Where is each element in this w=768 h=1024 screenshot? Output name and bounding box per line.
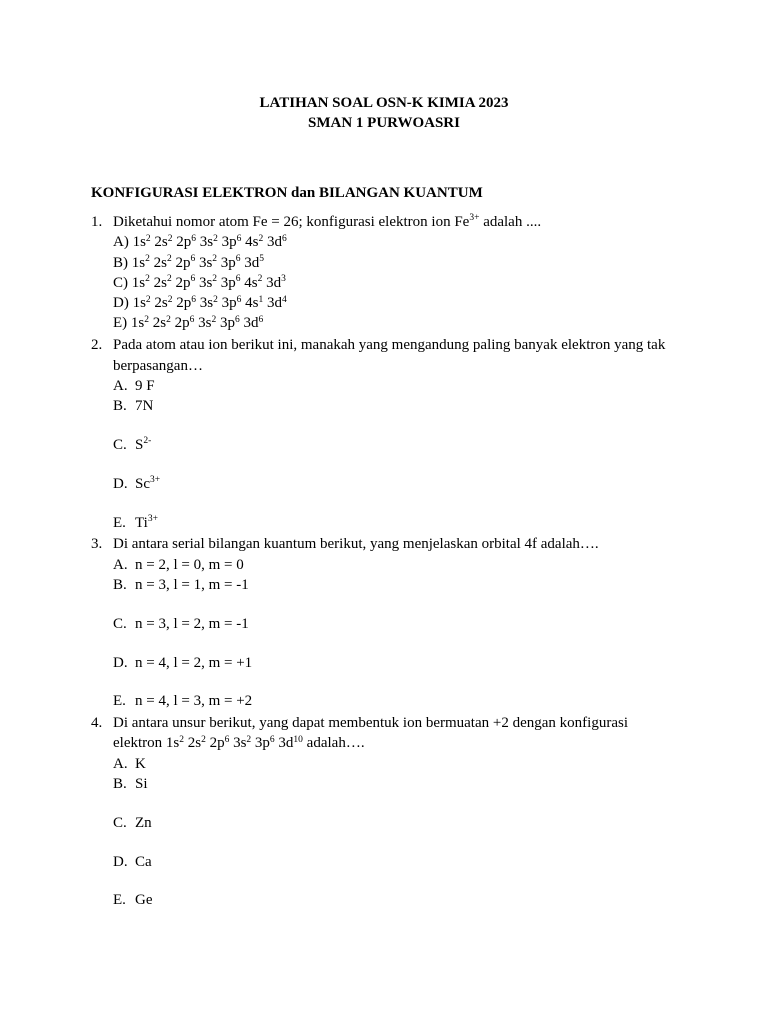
text-run: n = 2, l = 0, m = 0: [135, 556, 244, 573]
text-run: 2p: [171, 274, 191, 291]
superscript: 2: [258, 233, 264, 244]
option-a: [113, 232, 677, 252]
superscript: 2: [166, 274, 172, 285]
superscript: 4: [281, 294, 287, 305]
option-label: B.: [113, 398, 127, 415]
option-text: [133, 295, 287, 311]
text-run: 2p: [171, 254, 191, 271]
option-text: [135, 398, 153, 414]
question-4: [91, 713, 677, 911]
text-run: 3p: [217, 274, 236, 291]
text-run: 3s: [196, 295, 214, 312]
answer-options: [113, 232, 677, 333]
option-label: B): [113, 254, 128, 271]
superscript: 2: [167, 294, 173, 305]
superscript: 6: [190, 254, 196, 265]
text-run: 2p: [170, 315, 190, 332]
text-run: 3s: [229, 735, 247, 752]
option-text: [135, 616, 249, 632]
superscript: 10: [293, 734, 303, 745]
option-c: [113, 813, 677, 833]
superscript: 2: [166, 254, 172, 265]
option-c: [113, 273, 677, 293]
option-label: C.: [113, 436, 127, 453]
superscript: 2: [211, 314, 217, 325]
option-label: E.: [113, 693, 126, 710]
answer-options: [113, 754, 677, 911]
text-run: 2p: [172, 295, 192, 312]
option-label: E.: [113, 514, 126, 531]
superscript: 3+: [150, 475, 161, 486]
option-text: [135, 655, 252, 671]
option-text: [131, 315, 263, 331]
text-run: Pada atom atau ion berikut ini, manakah yang mengandung paling banyak elektron yang tak berpasangan…: [113, 337, 666, 374]
answer-options: [113, 376, 677, 533]
option-label: E.: [113, 892, 126, 909]
option-c: [113, 614, 677, 634]
superscript: 6: [191, 233, 197, 244]
text-run: 1s: [132, 295, 146, 312]
option-text: [135, 476, 160, 492]
superscript: 2: [145, 254, 150, 265]
superscript: 2: [166, 314, 171, 325]
option-d: [113, 474, 677, 494]
text-run: 1s: [131, 274, 146, 291]
text-run: 3d: [240, 254, 260, 271]
option-text: [135, 693, 252, 709]
superscript: 2: [212, 274, 218, 285]
question-2: [91, 335, 677, 533]
text-run: 3d: [262, 274, 282, 291]
superscript: 2: [213, 233, 218, 244]
superscript: 5: [259, 254, 265, 265]
text-run: 4s: [241, 234, 259, 251]
option-label: A.: [113, 377, 128, 394]
question-text: [113, 335, 677, 376]
option-label: D): [113, 295, 129, 312]
text-run: adalah….: [302, 735, 365, 752]
question-number: 2.: [91, 337, 103, 354]
option-b: [113, 774, 677, 794]
text-run: 3p: [217, 295, 237, 312]
text-run: Diketahui nomor atom Fe = 26; konfigurasi elektron ion Fe: [113, 213, 470, 230]
option-text: [135, 756, 146, 772]
text-run: 7N: [135, 398, 154, 415]
text-run: n = 3, l = 1, m = -1: [135, 576, 249, 593]
option-text: [135, 437, 151, 453]
superscript: 3+: [469, 213, 480, 224]
text-run: n = 3, l = 2, m = -1: [135, 615, 249, 632]
option-text: [135, 557, 244, 573]
text-run: n = 4, l = 2, m = +1: [135, 654, 253, 671]
option-text: [132, 275, 286, 291]
option-e: [113, 513, 677, 533]
superscript: 2: [257, 274, 263, 285]
text-run: 1s: [131, 254, 146, 271]
option-label: B.: [113, 576, 127, 593]
option-label: D.: [113, 475, 128, 492]
document-title: LATIHAN SOAL OSN-K KIMIA 2023: [259, 95, 509, 111]
superscript: 2: [212, 254, 218, 265]
text-run: 3d: [263, 295, 282, 312]
superscript: 2: [246, 734, 252, 745]
question-list: [91, 212, 677, 911]
text-run: 3s: [195, 274, 213, 291]
text-run: S: [135, 436, 144, 453]
option-text: [135, 515, 158, 531]
option-label: D.: [113, 853, 128, 870]
question-text: [113, 212, 677, 232]
superscript: 3: [281, 274, 286, 285]
text-run: Ca: [135, 853, 152, 870]
superscript: 6: [236, 233, 242, 244]
superscript: 6: [236, 294, 242, 305]
superscript: 6: [234, 314, 240, 325]
superscript: 2: [213, 294, 218, 305]
text-run: 2s: [150, 295, 168, 312]
option-b: [113, 575, 677, 595]
text-run: Di antara unsur berikut, yang dapat membentuk ion bermuatan +2 dengan konfigurasi elektron 1s: [113, 715, 628, 752]
text-run: 3p: [216, 315, 235, 332]
question-text: [113, 713, 677, 754]
question-3: [91, 534, 677, 711]
option-d: [113, 653, 677, 673]
superscript: 6: [191, 294, 197, 305]
text-run: 1s: [132, 234, 146, 251]
superscript: 2: [145, 233, 151, 244]
option-b: [113, 253, 677, 273]
option-e: [113, 313, 677, 333]
superscript: 6: [189, 314, 195, 325]
option-label: C.: [113, 814, 127, 831]
question-1: [91, 212, 677, 334]
superscript: 3+: [147, 514, 158, 525]
option-text: [135, 815, 152, 831]
text-run: Si: [135, 776, 148, 792]
text-run: 2s: [149, 274, 167, 291]
option-label: A): [113, 234, 129, 251]
text-run: 3d: [263, 234, 282, 251]
text-run: 1s: [130, 315, 145, 332]
text-run: 2s: [183, 735, 202, 752]
option-text: [133, 234, 287, 250]
text-run: 2p: [205, 735, 225, 752]
text-run: 3d: [274, 735, 294, 752]
superscript: 2: [145, 274, 150, 285]
section-heading: KONFIGURASI ELEKTRON dan BILANGAN KUANTUM: [91, 184, 483, 201]
text-run: 3s: [195, 254, 213, 271]
option-text: [132, 255, 264, 271]
option-text: [135, 854, 152, 870]
text-run: 4s: [240, 274, 258, 291]
option-c: [113, 435, 677, 455]
text-run: 3s: [194, 315, 212, 332]
superscript: 6: [235, 274, 241, 285]
text-run: adalah ....: [479, 213, 542, 230]
superscript: 6: [190, 274, 196, 285]
superscript: 2: [201, 734, 206, 745]
text-run: 3p: [217, 254, 236, 271]
question-text: [113, 534, 677, 554]
superscript: 6: [269, 734, 275, 745]
option-label: A.: [113, 556, 128, 573]
option-a: [113, 754, 677, 774]
option-a: [113, 376, 677, 396]
school-name: SMAN 1 PURWOASRI: [308, 115, 460, 132]
superscript: 6: [235, 254, 241, 265]
option-d: [113, 852, 677, 872]
question-number: 1.: [91, 213, 103, 230]
superscript: 6: [224, 734, 230, 745]
question-number: 4.: [91, 715, 103, 732]
text-run: 3p: [251, 735, 270, 752]
option-label: B.: [113, 776, 127, 792]
option-label: D.: [113, 654, 128, 671]
text-run: K: [135, 755, 146, 772]
option-text: [135, 892, 153, 908]
option-text: [135, 776, 148, 792]
document-body: [91, 93, 677, 911]
text-run: 2s: [150, 234, 168, 251]
option-b: [113, 396, 677, 416]
text-run: 3s: [196, 234, 214, 251]
option-a: [113, 555, 677, 575]
option-label: E): [113, 315, 128, 332]
superscript: 6: [281, 233, 287, 244]
option-text: [135, 577, 249, 593]
text-run: 3d: [239, 315, 259, 332]
text-run: Sc: [135, 475, 150, 492]
question-number: 3.: [91, 536, 103, 553]
option-label: C): [113, 274, 128, 291]
text-run: 2s: [149, 254, 167, 271]
superscript: 6: [258, 314, 264, 325]
superscript: 2: [179, 734, 184, 745]
option-d: [113, 293, 677, 313]
superscript: 1: [258, 294, 264, 305]
option-e: [113, 890, 677, 910]
superscript: 2: [145, 294, 151, 305]
option-e: [113, 691, 677, 711]
superscript: 2-: [143, 436, 152, 447]
text-run: Zn: [135, 814, 152, 831]
text-run: 2p: [172, 234, 192, 251]
superscript: 2: [144, 314, 150, 325]
option-label: A.: [113, 755, 128, 772]
text-run: Ge: [135, 892, 153, 909]
text-run: Ti: [135, 514, 148, 531]
superscript: 2: [167, 233, 173, 244]
answer-options: [113, 555, 677, 712]
text-run: n = 4, l = 3, m = +2: [135, 693, 253, 710]
option-text: [135, 378, 155, 394]
text-run: 9 F: [135, 377, 155, 394]
text-run: 3p: [217, 234, 237, 251]
text-run: Di antara serial bilangan kuantum berikut, yang menjelaskan orbital 4f adalah….: [113, 536, 599, 553]
text-run: 2s: [149, 315, 167, 332]
option-label: C.: [113, 615, 127, 632]
text-run: 4s: [241, 295, 259, 312]
